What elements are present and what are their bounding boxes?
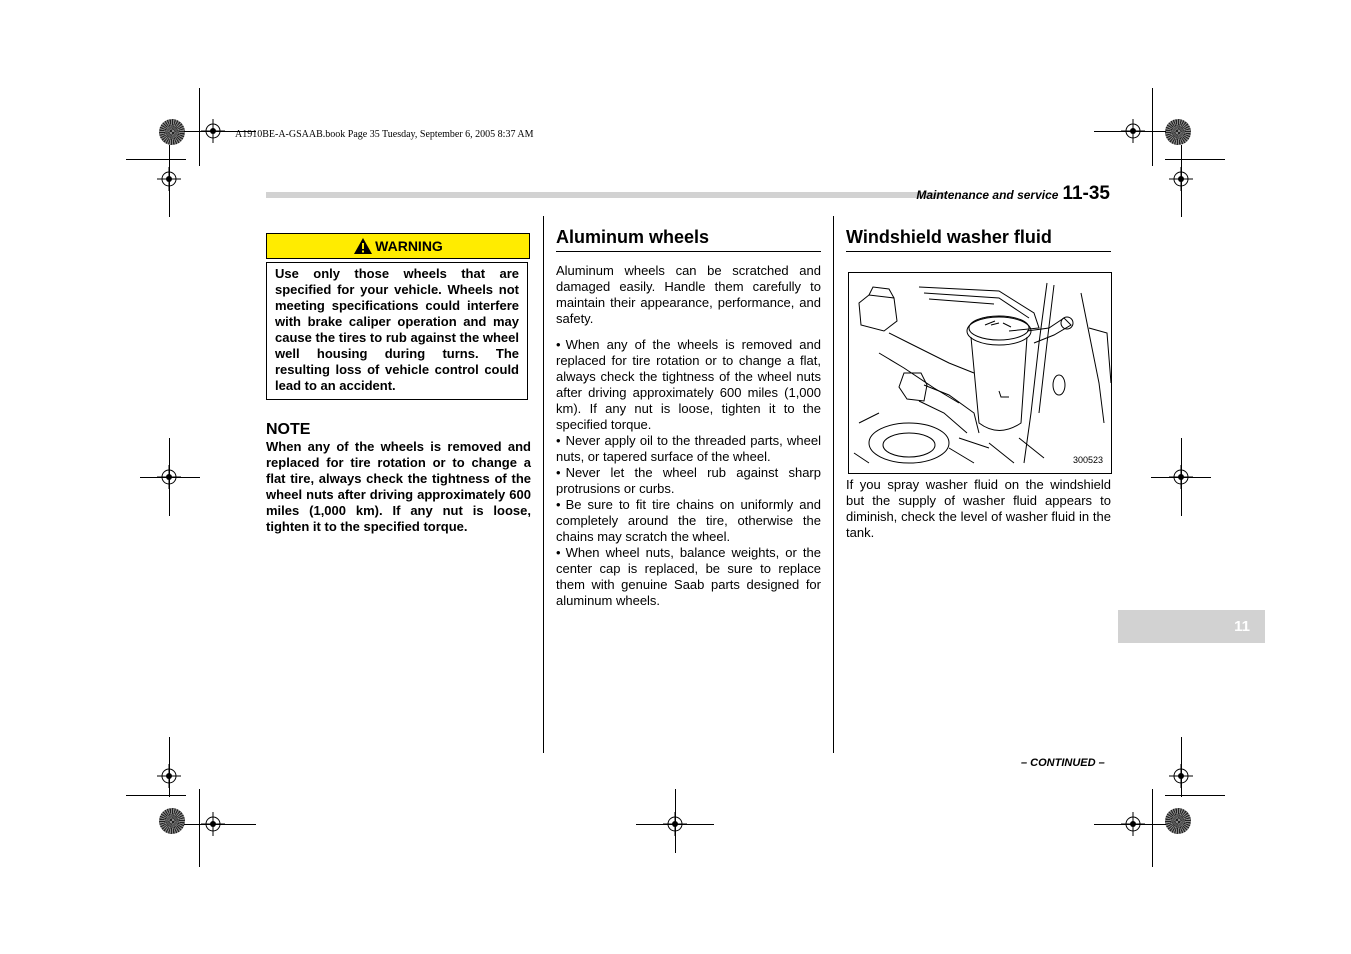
note-title: NOTE: [266, 421, 311, 438]
bullet-item: • When wheel nuts, balance weights, or the center cap is replaced, be sure to replace them with genuine Saab parts designed for aluminum wheels.: [556, 545, 821, 609]
column-divider: [833, 216, 834, 753]
washer-fluid-text: If you spray washer fluid on the windshield but the supply of washer fluid appears to diminish, check the level of washer fluid in the tank.: [846, 477, 1111, 540]
color-disc-icon: [159, 119, 185, 145]
page-number: 11-35: [1062, 183, 1110, 204]
header-rule: [266, 192, 946, 198]
chapter-tab: [1118, 610, 1265, 643]
warning-text: Use only those wheels that are specified for your vehicle. Wheels not meeting specifications could interfere with brake caliper operation and may cause the tires to rub against the wheel well housing during turns. The resulting loss of vehicle control could lead to an accident.: [266, 262, 528, 400]
aluminum-wheels-section: [556, 227, 821, 609]
bullet-item: • Never let the wheel rub against sharp protrusions or curbs.: [556, 465, 821, 497]
header-section: Maintenance and service: [916, 188, 1059, 202]
figure-code: 300523: [1072, 455, 1103, 465]
washer-fluid-section: [846, 227, 1111, 252]
bullet-item: • When any of the wheels is removed and replaced for tire rotation or to change a flat, always check the tightness of the wheel nuts after driving approximately 600 miles (1,000 km). If any nut is loose, tighten it to the specified torque.: [556, 337, 821, 433]
warning-triangle-icon: [353, 237, 373, 255]
print-info: A1910BE-A-GSAAB.book Page 35 Tuesday, September 6, 2005 8:37 AM: [235, 129, 534, 140]
washer-tank-illustration: [848, 272, 1112, 474]
color-disc-icon: [1165, 808, 1191, 834]
note-text: When any of the wheels is removed and replaced for tire rotation or to change a flat tire, always check the tightness of the wheel nuts after driving approximately 600 miles (1,000 km). If any nut is loose, tighten it to the specified torque.: [266, 439, 531, 534]
section-title: Windshield washer fluid: [846, 227, 1111, 252]
bullet-item: • Be sure to fit tire chains on uniformly and completely around the tire, otherwise the chains may scratch the wheel.: [556, 497, 821, 545]
warning-header: [266, 233, 530, 259]
bullet-list: [556, 337, 821, 609]
running-header: [916, 183, 1110, 205]
column-divider: [543, 216, 544, 753]
chapter-number: 11: [1234, 618, 1250, 635]
continued-label: – CONTINUED –: [1021, 757, 1105, 769]
bullet-item: • Never apply oil to the threaded parts, wheel nuts, or tapered surface of the wheel.: [556, 433, 821, 465]
color-disc-icon: [1165, 119, 1191, 145]
color-disc-icon: [159, 808, 185, 834]
section-title: Aluminum wheels: [556, 227, 821, 252]
washer-tank-drawing: [849, 273, 1111, 473]
section-intro: Aluminum wheels can be scratched and damaged easily. Handle them carefully to maintain their appearance, performance, and safety.: [556, 263, 821, 326]
warning-label: WARNING: [375, 238, 443, 254]
